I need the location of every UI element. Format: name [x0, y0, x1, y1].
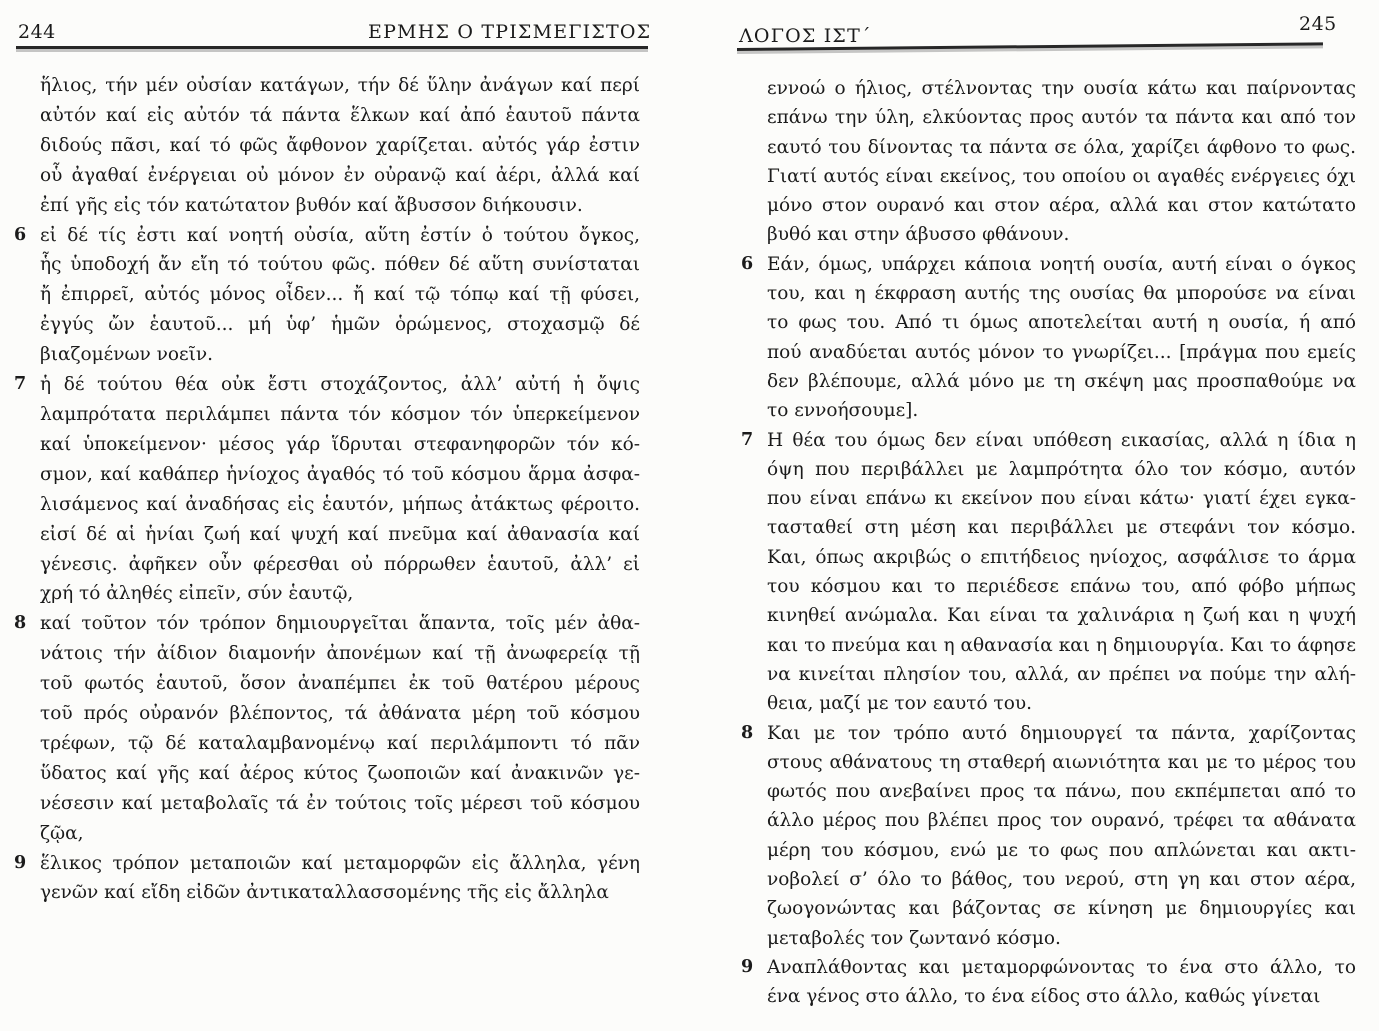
- text-line: Εάν, όμως, υπάρχει κάποια νοητή ουσία, αυτή είναι ο όγκος: [767, 253, 1356, 275]
- text-line: ὕδατος καί γῆς καί ἀέρος κύτος ζωοποιῶν καί ἀνακινῶν γε-: [40, 762, 640, 784]
- right-page-number: 245: [1299, 13, 1337, 35]
- text-line: νάτοις τήν ἀίδιον διαμονήν ἀπονέμων καί τῇ ἀνωφερείᾳ τῇ: [40, 643, 640, 665]
- text-line: θεια, μαζί με τον εαυτό του.: [767, 693, 1032, 715]
- text-line: εννοώ ο ήλιος, στέλνοντας την ουσία κάτω και παίρνοντας: [767, 78, 1356, 99]
- text-line: καί ὑποκείμενον· μέσος γάρ ἵδρυται στεφανηφορῶν τόν κό-: [40, 433, 640, 455]
- text-line: ἕλικος τρόπον μεταποιῶν καί μεταμορφῶν εἰς ἄλληλα, γένη: [40, 852, 640, 874]
- text-line: όψη που περιβάλλει με λαμπρότητα όλο τον κόσμο, αυτόν: [767, 458, 1356, 480]
- text-line: αὐτόν καί εἰς αὐτόν τά πάντα ἕλκων καί ἀπό ἑαυτοῦ πάντα: [40, 104, 640, 126]
- right-running-head: ΛΟΓΟΣ ΙΣΤ΄: [739, 25, 872, 47]
- text-line: που είναι επάνω κι εκείνον που είναι κάτω· γιατί έχει εγκα-: [767, 488, 1356, 510]
- paragraph: [741, 426, 1356, 719]
- text-line: μόνο στον ουρανό και στον αέρα, αλλά και στον κατώτατο: [767, 195, 1356, 217]
- paragraph: [741, 719, 1356, 953]
- paragraph: [14, 609, 640, 848]
- paragraph: [14, 221, 640, 371]
- text-line: και το πνεύμα και η αθανασία και η δημιουργία. Και το άφησε: [767, 634, 1356, 656]
- text-line: εἰσί δέ αἱ ἡνίαι ζωή καί ψυχή καί πνεῦμα καί ἀθανασία καί: [40, 523, 640, 545]
- text-line: πού αναδύεται αυτός μόνον το γνωρίζει... [πράγμα που εμείς: [767, 341, 1356, 363]
- paragraph: [741, 953, 1356, 1012]
- text-line: κινηθεί ανώμαλα. Και είναι τα χαλινάρια η ζωή και η ψυχή: [767, 605, 1356, 627]
- text-line: ἧς ὑποδοχή ἄν εἴη τό τούτου φῶς. πόθεν δέ αὕτη συνίσταται: [40, 254, 640, 276]
- text-line: Και, όπως ακριβώς ο επιτήδειος ηνίοχος, ασφάλισε το άρμα: [767, 546, 1356, 568]
- text-line: ζῷα,: [40, 822, 84, 844]
- text-line: ζωογονώντας και βάζοντας σε κίνηση με δημιουργίες και: [767, 898, 1356, 920]
- paragraph: [14, 370, 640, 609]
- text-line: φωτός που ανεβαίνει προς τα πάνω, που εκπέμπεται από το: [767, 781, 1356, 803]
- text-line: τοῦ φωτός ἑαυτοῦ, ὅσον ἀναπέμπει ἐκ τοῦ θατέρου μέρους: [40, 673, 640, 695]
- text-line: εἰ δέ τίς ἐστι καί νοητή οὐσία, αὕτη ἐστίν ὁ τούτου ὄγκος,: [40, 224, 640, 246]
- paragraph: [741, 250, 1356, 426]
- text-line: διδούς πᾶσι, καί τό φῶς ἄφθονον χαρίζεται. αὐτός γάρ ἐστιν: [40, 134, 640, 156]
- text-line: βυθό και στην άβυσσο φθάνουν.: [767, 224, 1070, 246]
- section-number: 9: [14, 852, 27, 873]
- text-line: στους αθάνατους τη σταθερή αιωνιότητα και με το μέρος του: [767, 751, 1356, 773]
- text-line: λισάμενος καί ἀναδήσας εἰς ἑαυτόν, μήπως ἀτάκτως φέροιτο.: [40, 493, 640, 515]
- text-line: Γιατί αυτός είναι εκείνος, του οποίου οι αγαθές ενέργειες όχι: [767, 165, 1356, 187]
- text-line: καί τοῦτον τόν τρόπον δημιουργεῖται ἅπαντα, τοῖς μέν ἀθα-: [40, 613, 640, 635]
- left-text-column: [14, 71, 640, 908]
- text-line: μέρη του κόσμου, ενώ με το φως που απλώνεται και ακτι-: [767, 839, 1356, 861]
- right-text-column: [741, 74, 1356, 1012]
- text-line: ἤ ἐπιρρεῖ, αὐτός μόνος οἶδεν... ἤ καί τῷ τόπῳ καί τῇ φύσει,: [40, 284, 640, 306]
- left-header-rule: [16, 46, 648, 49]
- section-number: 7: [14, 374, 27, 395]
- text-line: οὗ ἀγαθαί ἐνέργειαι οὐ μόνον ἐν οὐρανῷ καί ἀέρι, ἀλλά καί: [40, 164, 640, 186]
- text-line: νέσεσιν καί μεταβολαῖς τά ἐν τούτοις τοῖς μέρεσι τοῦ κόσμου: [40, 792, 640, 814]
- text-line: ἡ δέ τούτου θέα οὐκ ἔστι στοχάζοντος, ἀλλ’ αὐτή ἡ ὄψις: [40, 374, 640, 396]
- text-line: άλλο μέρος που βλέπει προς τον ουρανό, τρέφει τα αθάνατα: [767, 810, 1356, 832]
- text-line: λαμπρότατα περιλάμπει πάντα τόν κόσμον τόν ὑπερκείμενον: [40, 403, 640, 425]
- text-line: ένα γένος στο άλλο, το ένα είδος στο άλλο, καθώς γίνεται: [767, 986, 1321, 1008]
- section-number: 9: [741, 956, 754, 977]
- text-line: Και με τον τρόπο αυτό δημιουργεί τα πάντα, χαρίζοντας: [767, 722, 1356, 744]
- text-line: Η θέα του όμως δεν είναι υπόθεση εικασίας, αλλά η ίδια η: [767, 429, 1356, 451]
- text-line: δεν βλέπουμε, αλλά μόνο με τη σκέψη μας προσπαθούμε να: [767, 370, 1356, 392]
- text-line: να κινείται πλησίον του, αλλά, αν πρέπει να πούμε την αλή-: [767, 663, 1356, 685]
- text-line: τοῦ πρός οὐρανόν βλέποντος, τά ἀθάνατα μέρη τοῦ κόσμου: [40, 703, 640, 725]
- text-line: μεταβολές τον ζωντανό κόσμο.: [767, 927, 1061, 949]
- text-line: ἥλιος, τήν μέν οὐσίαν κατάγων, τήν δέ ὕλην ἀνάγων καί περί: [40, 75, 640, 96]
- text-line: του κόσμου και το περιέδεσε επάνω του, από φόβο μήπως: [767, 576, 1356, 598]
- text-line: τασταθεί στη μέση και περιβάλλει με στεφάνι τον κόσμο.: [767, 517, 1356, 539]
- section-number: 6: [14, 224, 27, 245]
- left-running-head: ΕΡΜΗΣ Ο ΤΡΙΣΜΕΓΙΣΤΟΣ: [368, 21, 652, 43]
- paragraph: [767, 74, 1356, 250]
- text-line: τρέφων, τῷ δέ καταλαμβανομένῳ καί περιλάμποντι τό πᾶν: [40, 732, 640, 754]
- text-line: του, και η έκφραση αυτής της ουσίας θα μπορούσε να είναι: [767, 283, 1356, 305]
- text-line: νοβολεί σ’ όλο το βάθος, του νερού, στη γη και στον αέρα,: [767, 869, 1356, 891]
- text-line: ἐγγύς ὤν ἑαυτοῦ... μή ὑφ’ ἡμῶν ὁρώμενος, στοχασμῷ δέ: [40, 314, 640, 336]
- left-page-number: 244: [18, 21, 56, 43]
- text-line: το εννοήσουμε].: [767, 400, 919, 422]
- text-line: χρή τό ἀληθές εἰπεῖν, σύν ἑαυτῷ,: [40, 583, 354, 605]
- text-line: βιαζομένων νοεῖν.: [40, 344, 214, 366]
- text-line: γένεσις. ἀφῆκεν οὖν φέρεσθαι οὐ πόρρωθεν ἑαυτοῦ, ἀλλ’ εἰ: [40, 553, 640, 575]
- text-line: το φως του. Από τι όμως αποτελείται αυτή η ουσία, ή από: [767, 312, 1356, 334]
- left-page: [0, 0, 689, 1031]
- text-line: Αναπλάθοντας και μεταμορφώνοντας το ένα στο άλλο, το: [767, 956, 1356, 978]
- section-number: 8: [741, 722, 754, 743]
- section-number: 8: [14, 613, 27, 634]
- right-page: [689, 0, 1379, 1031]
- text-line: γενῶν καί εἴδη εἰδῶν ἀντικαταλλασσομένης τῆς εἰς ἄλληλα: [40, 882, 609, 904]
- text-line: ἐπί γῆς εἰς τόν κατώτατον βυθόν καί ἄβυσσον διήκουσιν.: [40, 194, 583, 216]
- paragraph: [40, 71, 640, 221]
- text-line: επάνω την ύλη, ελκύοντας προς αυτόν τα πάντα και από τον: [767, 107, 1356, 129]
- text-line: σμον, καί καθάπερ ἡνίοχος ἀγαθός τό τοῦ κόσμου ἅρμα ἀσφα-: [40, 463, 640, 485]
- section-number: 6: [741, 253, 754, 274]
- section-number: 7: [741, 429, 754, 450]
- text-line: εαυτό του δίνοντας τα πάντα σε όλα, χαρίζει άφθονο το φως.: [767, 136, 1356, 158]
- paragraph: [14, 849, 640, 909]
